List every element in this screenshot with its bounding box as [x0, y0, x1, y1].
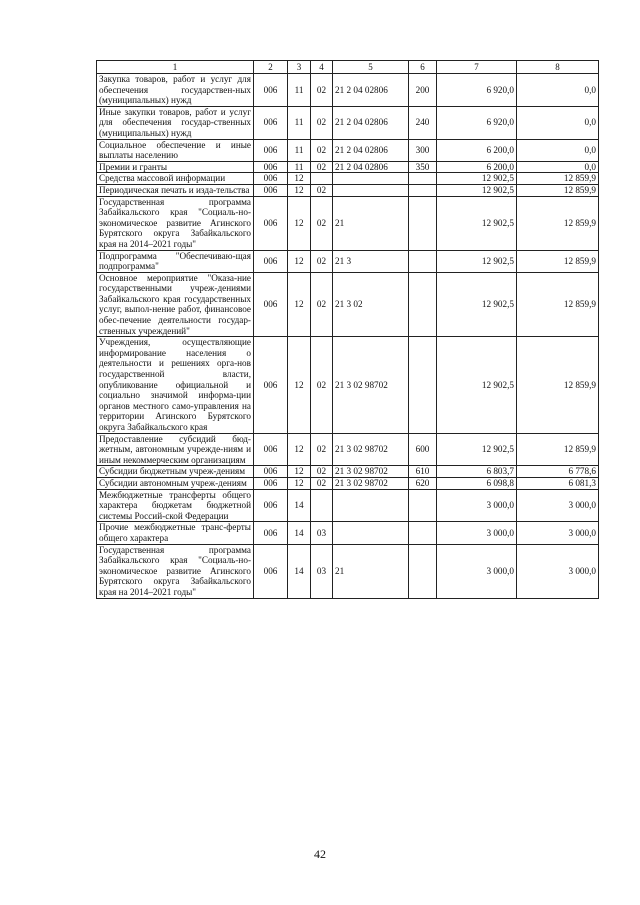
- cell-grbs: 006: [254, 106, 288, 139]
- cell-target-article: 21 3: [333, 250, 409, 272]
- cell-section: 12: [288, 477, 311, 489]
- header-col-5: 5: [333, 61, 409, 74]
- table-row: [97, 433, 599, 466]
- cell-subsection: 02: [311, 106, 333, 139]
- cell-target-article: 21 3 02 98702: [333, 477, 409, 489]
- cell-target-article: 21: [333, 544, 409, 598]
- cell-target-article: [333, 489, 409, 522]
- cell-expense-type: [409, 272, 437, 337]
- cell-section: 12: [288, 250, 311, 272]
- table-row: [97, 544, 599, 598]
- cell-target-article: 21 3 02 98702: [333, 337, 409, 433]
- cell-name: Прочие межбюджетные транс-ферты общего характера: [97, 522, 254, 544]
- cell-expense-type: [409, 196, 437, 250]
- cell-amount-col7: 6 920,0: [437, 106, 517, 139]
- cell-name: Субсидии автономным учреж-дениям: [97, 477, 254, 489]
- header-col-4: 4: [311, 61, 333, 74]
- cell-amount-col7: 6 098,8: [437, 477, 517, 489]
- cell-amount-col8: 12 859,9: [517, 272, 599, 337]
- table-row: [97, 74, 599, 107]
- cell-amount-col8: 12 859,9: [517, 337, 599, 433]
- cell-section: 12: [288, 196, 311, 250]
- cell-expense-type: [409, 250, 437, 272]
- cell-subsection: 03: [311, 522, 333, 544]
- cell-target-article: 21 3 02: [333, 272, 409, 337]
- cell-expense-type: [409, 544, 437, 598]
- cell-target-article: 21 2 04 02806: [333, 106, 409, 139]
- cell-amount-col8: 6 081,3: [517, 477, 599, 489]
- table-row: [97, 466, 599, 478]
- cell-amount-col7: 12 902,5: [437, 433, 517, 466]
- cell-section: 11: [288, 106, 311, 139]
- cell-expense-type: 620: [409, 477, 437, 489]
- cell-expense-type: 200: [409, 74, 437, 107]
- header-col-8: 8: [517, 61, 599, 74]
- table-row: [97, 489, 599, 522]
- cell-subsection: 02: [311, 477, 333, 489]
- budget-table: [96, 60, 599, 599]
- cell-amount-col8: 0,0: [517, 161, 599, 173]
- cell-name: Государственная программа Забайкальского края "Социаль-но-экономическое развитие Агинского Бурятского округа Забайкальского края на 2014–2021 годы": [97, 544, 254, 598]
- cell-section: 12: [288, 173, 311, 185]
- table-row: [97, 184, 599, 196]
- cell-amount-col7: 6 200,0: [437, 161, 517, 173]
- cell-expense-type: 600: [409, 433, 437, 466]
- cell-section: 11: [288, 74, 311, 107]
- cell-name: Средства массовой информации: [97, 173, 254, 185]
- cell-name: Иные закупки товаров, работ и услуг для обеспечения государ-ственных (муниципальных) нужд: [97, 106, 254, 139]
- cell-amount-col7: 3 000,0: [437, 489, 517, 522]
- header-col-7: 7: [437, 61, 517, 74]
- cell-expense-type: 610: [409, 466, 437, 478]
- cell-amount-col7: 12 902,5: [437, 184, 517, 196]
- cell-section: 12: [288, 433, 311, 466]
- cell-expense-type: [409, 337, 437, 433]
- cell-section: 12: [288, 466, 311, 478]
- cell-section: 14: [288, 522, 311, 544]
- cell-amount-col7: 12 902,5: [437, 272, 517, 337]
- cell-expense-type: 300: [409, 139, 437, 161]
- cell-section: 14: [288, 544, 311, 598]
- header-col-3: 3: [288, 61, 311, 74]
- header-col-2: 2: [254, 61, 288, 74]
- cell-grbs: 006: [254, 196, 288, 250]
- cell-amount-col7: 12 902,5: [437, 196, 517, 250]
- cell-subsection: 02: [311, 272, 333, 337]
- header-col-6: 6: [409, 61, 437, 74]
- cell-grbs: 006: [254, 272, 288, 337]
- cell-amount-col8: 12 859,9: [517, 433, 599, 466]
- cell-subsection: 03: [311, 544, 333, 598]
- cell-section: 12: [288, 184, 311, 196]
- cell-subsection: 02: [311, 196, 333, 250]
- cell-expense-type: 240: [409, 106, 437, 139]
- cell-expense-type: 350: [409, 161, 437, 173]
- cell-amount-col8: 12 859,9: [517, 196, 599, 250]
- cell-amount-col8: 0,0: [517, 74, 599, 107]
- cell-subsection: 02: [311, 74, 333, 107]
- cell-name: Государственная программа Забайкальского края "Социаль-но-экономическое развитие Агинского Бурятского округа Забайкальского края на 2014–2021 годы": [97, 196, 254, 250]
- cell-name: Периодическая печать и изда-тельства: [97, 184, 254, 196]
- cell-grbs: 006: [254, 74, 288, 107]
- cell-name: Премии и гранты: [97, 161, 254, 173]
- cell-amount-col8: 3 000,0: [517, 522, 599, 544]
- table-row: [97, 106, 599, 139]
- cell-grbs: 006: [254, 466, 288, 478]
- table-row: [97, 272, 599, 337]
- cell-grbs: 006: [254, 250, 288, 272]
- table-body: [97, 74, 599, 599]
- cell-name: Социальное обеспечение и иные выплаты населению: [97, 139, 254, 161]
- table-row: [97, 337, 599, 433]
- cell-amount-col7: 12 902,5: [437, 250, 517, 272]
- cell-subsection: 02: [311, 250, 333, 272]
- cell-subsection: 02: [311, 337, 333, 433]
- cell-expense-type: [409, 173, 437, 185]
- cell-name: Учреждения, осуществляющие информирование населения о деятельности и решениях орга-нов государственной власти, опубликование официальной и социально значимой информа-ции органов местного само-управления на территории Агинского Бурятского округа Забайкальского края: [97, 337, 254, 433]
- cell-target-article: 21 2 04 02806: [333, 161, 409, 173]
- cell-target-article: [333, 184, 409, 196]
- table-row: [97, 250, 599, 272]
- cell-target-article: 21 2 04 02806: [333, 139, 409, 161]
- cell-expense-type: [409, 522, 437, 544]
- table-row: [97, 161, 599, 173]
- cell-name: Основное мероприятие "Оказа-ние государственными учреж-дениями Забайкальского края государственных услуг, выпол-нение работ, финансовое обес-печение деятельности государ-ственных учреждений": [97, 272, 254, 337]
- cell-grbs: 006: [254, 173, 288, 185]
- cell-amount-col8: 12 859,9: [517, 250, 599, 272]
- cell-name: Закупка товаров, работ и услуг для обеспечения государствен-ных (муниципальных) нужд: [97, 74, 254, 107]
- cell-grbs: 006: [254, 139, 288, 161]
- cell-subsection: [311, 489, 333, 522]
- cell-expense-type: [409, 489, 437, 522]
- header-col-1: 1: [97, 61, 254, 74]
- cell-section: 14: [288, 489, 311, 522]
- cell-amount-col8: 3 000,0: [517, 489, 599, 522]
- cell-grbs: 006: [254, 337, 288, 433]
- cell-amount-col8: 0,0: [517, 139, 599, 161]
- cell-grbs: 006: [254, 184, 288, 196]
- cell-amount-col7: 3 000,0: [437, 544, 517, 598]
- table-row: [97, 522, 599, 544]
- cell-amount-col7: 12 902,5: [437, 337, 517, 433]
- cell-section: 12: [288, 272, 311, 337]
- cell-amount-col8: 6 778,6: [517, 466, 599, 478]
- cell-amount-col7: 6 920,0: [437, 74, 517, 107]
- cell-grbs: 006: [254, 161, 288, 173]
- cell-amount-col8: 12 859,9: [517, 184, 599, 196]
- cell-subsection: 02: [311, 433, 333, 466]
- table-row: [97, 173, 599, 185]
- table-header-row: [97, 61, 599, 74]
- cell-amount-col8: 3 000,0: [517, 544, 599, 598]
- cell-grbs: 006: [254, 477, 288, 489]
- cell-target-article: 21 2 04 02806: [333, 74, 409, 107]
- cell-subsection: 02: [311, 184, 333, 196]
- cell-name: Межбюджетные трансферты общего характера бюджетам бюджетной системы Россий-ской Федерации: [97, 489, 254, 522]
- table-row: [97, 196, 599, 250]
- table-row: [97, 477, 599, 489]
- cell-amount-col7: 3 000,0: [437, 522, 517, 544]
- cell-name: Предоставление субсидий бюд-жетным, автономным учрежде-ниям и иным некоммерческим организациям: [97, 433, 254, 466]
- cell-target-article: 21 3 02 98702: [333, 433, 409, 466]
- cell-expense-type: [409, 184, 437, 196]
- cell-section: 11: [288, 139, 311, 161]
- cell-target-article: 21 3 02 98702: [333, 466, 409, 478]
- cell-name: Подпрограмма "Обеспечиваю-щая подпрограмма": [97, 250, 254, 272]
- cell-amount-col8: 12 859,9: [517, 173, 599, 185]
- cell-name: Субсидии бюджетным учреж-дениям: [97, 466, 254, 478]
- cell-amount-col7: 6 200,0: [437, 139, 517, 161]
- cell-target-article: 21: [333, 196, 409, 250]
- cell-subsection: 02: [311, 466, 333, 478]
- page-number: 42: [314, 847, 326, 861]
- cell-subsection: 02: [311, 139, 333, 161]
- cell-section: 12: [288, 337, 311, 433]
- cell-subsection: 02: [311, 161, 333, 173]
- cell-grbs: 006: [254, 522, 288, 544]
- table-row: [97, 139, 599, 161]
- cell-target-article: [333, 522, 409, 544]
- cell-target-article: [333, 173, 409, 185]
- cell-amount-col7: 12 902,5: [437, 173, 517, 185]
- cell-amount-col7: 6 803,7: [437, 466, 517, 478]
- cell-grbs: 006: [254, 489, 288, 522]
- cell-subsection: [311, 173, 333, 185]
- cell-amount-col8: 0,0: [517, 106, 599, 139]
- cell-section: 11: [288, 161, 311, 173]
- cell-grbs: 006: [254, 433, 288, 466]
- cell-grbs: 006: [254, 544, 288, 598]
